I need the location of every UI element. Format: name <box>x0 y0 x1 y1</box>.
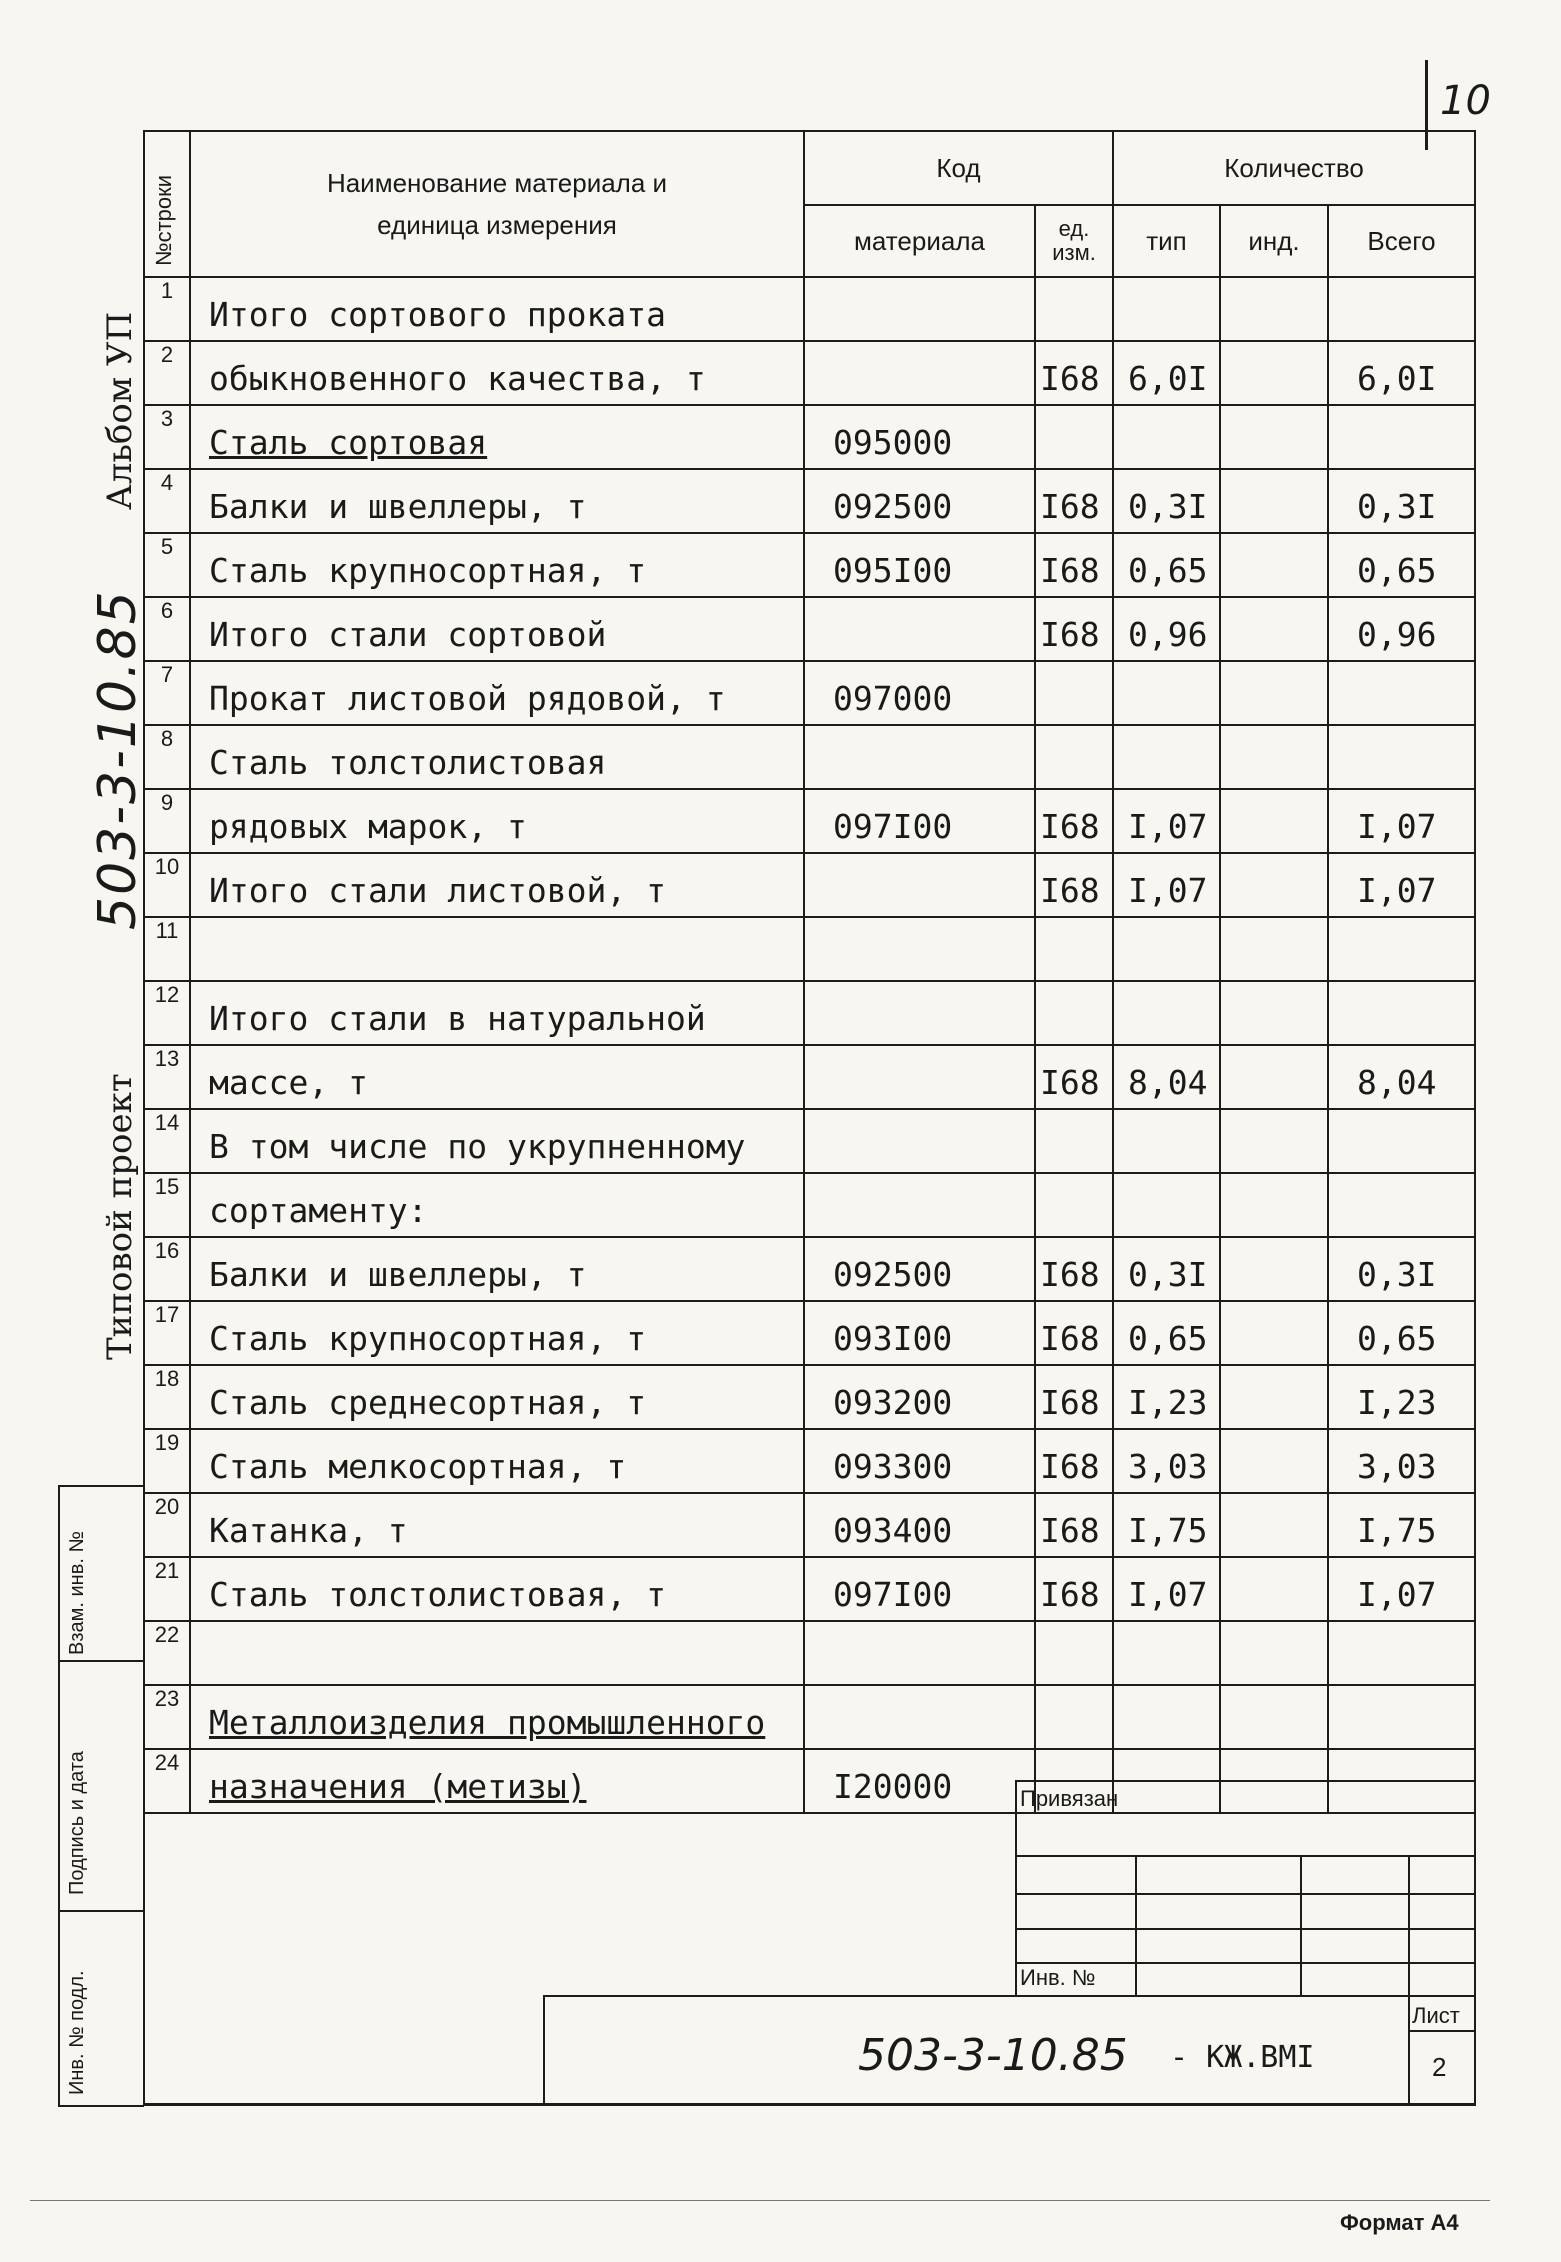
qty-ind <box>1220 1237 1328 1301</box>
bound-label: Привязан <box>1020 1786 1119 1811</box>
qty-ind <box>1220 1621 1328 1685</box>
qty-total-header: Всего <box>1328 205 1475 277</box>
material-code <box>804 1045 1035 1109</box>
qty-type <box>1113 917 1220 981</box>
qty-ind <box>1220 533 1328 597</box>
row-number: 3 <box>144 405 190 469</box>
material-name: Сталь среднесортная, т <box>190 1365 804 1429</box>
qty-type: 0,3I <box>1113 469 1220 533</box>
table-row <box>144 341 1475 405</box>
row-number: 24 <box>144 1749 190 1813</box>
row-number: 21 <box>144 1557 190 1621</box>
stamp-outer-line <box>58 1485 60 2105</box>
bottom-frame-line <box>143 2103 1476 2106</box>
unit-code <box>1035 725 1113 789</box>
qty-ind <box>1220 405 1328 469</box>
row-number: 7 <box>144 661 190 725</box>
unit-code: I68 <box>1035 469 1113 533</box>
material-code: 092500 <box>804 469 1035 533</box>
qty-type: 6,0I <box>1113 341 1220 405</box>
qty-total <box>1328 405 1475 469</box>
unit-code <box>1035 277 1113 341</box>
qty-type: I,07 <box>1113 1557 1220 1621</box>
unit-code: I68 <box>1035 597 1113 661</box>
qty-type <box>1113 661 1220 725</box>
qty-ind <box>1220 1557 1328 1621</box>
table-row <box>144 981 1475 1045</box>
sheet-label: Лист <box>1412 2003 1460 2028</box>
tb-line-4 <box>1015 1928 1475 1930</box>
table-row <box>144 1173 1475 1237</box>
qty-ind <box>1220 789 1328 853</box>
qty-total: I,07 <box>1328 853 1475 917</box>
name-header: Наименование материала и единица измерения <box>190 131 804 277</box>
sheet-divider <box>1408 2030 1475 2032</box>
material-name: назначения (метизы) <box>190 1749 804 1813</box>
qty-type: I,07 <box>1113 789 1220 853</box>
qty-ind <box>1220 597 1328 661</box>
code-header: Код <box>804 131 1113 205</box>
material-code <box>804 725 1035 789</box>
unit-code: I68 <box>1035 1493 1113 1557</box>
material-code: 095I00 <box>804 533 1035 597</box>
material-name: обыкновенного качества, т <box>190 341 804 405</box>
tb-line-main <box>543 1995 1475 1997</box>
qty-ind <box>1220 725 1328 789</box>
qty-type: 0,65 <box>1113 533 1220 597</box>
material-name <box>190 1621 804 1685</box>
qty-type-header: тип <box>1113 205 1220 277</box>
material-name: Прокат листовой рядовой, т <box>190 661 804 725</box>
unit-code: I68 <box>1035 341 1113 405</box>
table-row <box>144 1493 1475 1557</box>
material-name: сортаменту: <box>190 1173 804 1237</box>
qty-type <box>1113 1173 1220 1237</box>
row-number: 22 <box>144 1621 190 1685</box>
qty-type: I,07 <box>1113 853 1220 917</box>
unit-code <box>1035 917 1113 981</box>
qty-type <box>1113 981 1220 1045</box>
code-material-header: материала <box>804 205 1035 277</box>
table-row <box>144 1237 1475 1301</box>
material-name: Сталь крупносортная, т <box>190 1301 804 1365</box>
album-label: Альбом УП <box>100 311 140 510</box>
inv-label: Инв. № <box>1020 1965 1096 1990</box>
qty-type: 8,04 <box>1113 1045 1220 1109</box>
material-code <box>804 1173 1035 1237</box>
qty-type: 0,96 <box>1113 597 1220 661</box>
material-code <box>804 917 1035 981</box>
row-number: 5 <box>144 533 190 597</box>
qty-total <box>1328 917 1475 981</box>
table-row <box>144 405 1475 469</box>
qty-ind-header: инд. <box>1220 205 1328 277</box>
material-name: Итого сортового проката <box>190 277 804 341</box>
row-number: 12 <box>144 981 190 1045</box>
qty-total: 0,65 <box>1328 1301 1475 1365</box>
unit-code: I68 <box>1035 853 1113 917</box>
table-row <box>144 1045 1475 1109</box>
material-code <box>804 981 1035 1045</box>
row-number: 20 <box>144 1493 190 1557</box>
material-code: I20000 <box>804 1749 1035 1813</box>
qty-ind <box>1220 1365 1328 1429</box>
stamp-line-2 <box>58 1910 144 1912</box>
unit-code: I68 <box>1035 1365 1113 1429</box>
unit-code: I68 <box>1035 533 1113 597</box>
unit-code <box>1035 981 1113 1045</box>
table-row <box>144 1685 1475 1749</box>
stamp-top-line <box>58 1485 144 1487</box>
row-number: 16 <box>144 1237 190 1301</box>
original-inv-label: Инв. № подл. <box>66 1970 88 2095</box>
material-name: Итого стали листовой, т <box>190 853 804 917</box>
material-name: Итого стали сортовой <box>190 597 804 661</box>
material-name: В том числе по укрупненному <box>190 1109 804 1173</box>
unit-code <box>1035 1173 1113 1237</box>
material-name: Сталь толстолистовая, т <box>190 1557 804 1621</box>
row-number: 17 <box>144 1301 190 1365</box>
row-number: 6 <box>144 597 190 661</box>
material-code: 097I00 <box>804 1557 1035 1621</box>
material-name: рядовых марок, т <box>190 789 804 853</box>
material-name: Сталь толстолистовая <box>190 725 804 789</box>
material-name: Сталь сортовая <box>190 405 804 469</box>
unit-code <box>1035 405 1113 469</box>
unit-code <box>1035 1685 1113 1749</box>
qty-type <box>1113 1621 1220 1685</box>
table-row <box>144 1301 1475 1365</box>
qty-ind <box>1220 1109 1328 1173</box>
material-name: Сталь мелкосортная, т <box>190 1429 804 1493</box>
document-suffix: - КЖ.ВМI <box>1170 2040 1315 2075</box>
material-code <box>804 1109 1035 1173</box>
material-name <box>190 917 804 981</box>
signature-date-label: Подпись и дата <box>66 1751 88 1895</box>
unit-code: I68 <box>1035 1301 1113 1365</box>
table-row <box>144 469 1475 533</box>
qty-total <box>1328 1685 1475 1749</box>
table-row <box>144 277 1475 341</box>
material-table <box>143 130 1476 1814</box>
tb-line-3 <box>1015 1893 1475 1895</box>
qty-type: 3,03 <box>1113 1429 1220 1493</box>
material-name: Сталь крупносортная, т <box>190 533 804 597</box>
tb-line-5 <box>1015 1962 1475 1964</box>
material-code: 093300 <box>804 1429 1035 1493</box>
qty-type <box>1113 1109 1220 1173</box>
qty-total <box>1328 981 1475 1045</box>
material-code: 095000 <box>804 405 1035 469</box>
qty-type <box>1113 277 1220 341</box>
qty-ind <box>1220 341 1328 405</box>
row-number: 1 <box>144 277 190 341</box>
row-number: 11 <box>144 917 190 981</box>
qty-ind <box>1220 469 1328 533</box>
material-code: 093I00 <box>804 1301 1035 1365</box>
qty-ind <box>1220 1493 1328 1557</box>
qty-ind <box>1220 661 1328 725</box>
code-unit-header: ед. изм. <box>1035 205 1113 277</box>
qty-total: 0,3I <box>1328 1237 1475 1301</box>
table-row <box>144 597 1475 661</box>
row-number: 13 <box>144 1045 190 1109</box>
row-number: 9 <box>144 789 190 853</box>
material-name: Металлоизделия промышленного <box>190 1685 804 1749</box>
tb-col-2 <box>1300 1855 1302 1995</box>
qty-type: I,75 <box>1113 1493 1220 1557</box>
document-code: 503-3-10.85 <box>858 2030 1128 2081</box>
qty-type: I,23 <box>1113 1365 1220 1429</box>
qty-total: I,75 <box>1328 1493 1475 1557</box>
qty-total <box>1328 725 1475 789</box>
qty-ind <box>1220 1173 1328 1237</box>
qty-total: I,07 <box>1328 789 1475 853</box>
material-code <box>804 1685 1035 1749</box>
material-name: Балки и швеллеры, т <box>190 1237 804 1301</box>
row-number: 8 <box>144 725 190 789</box>
material-code: 093400 <box>804 1493 1035 1557</box>
tb-col-1 <box>1135 1855 1137 1995</box>
unit-code <box>1035 1109 1113 1173</box>
qty-type: 0,3I <box>1113 1237 1220 1301</box>
material-code <box>804 277 1035 341</box>
qty-total: I,07 <box>1328 1557 1475 1621</box>
material-code <box>804 597 1035 661</box>
qty-total: 8,04 <box>1328 1045 1475 1109</box>
qty-ind <box>1220 277 1328 341</box>
qty-total <box>1328 1109 1475 1173</box>
page-number: 10 <box>1440 78 1491 124</box>
row-number: 4 <box>144 469 190 533</box>
row-number: 19 <box>144 1429 190 1493</box>
tb-line-2 <box>1015 1855 1475 1857</box>
row-number: 23 <box>144 1685 190 1749</box>
qty-ind <box>1220 1301 1328 1365</box>
qty-type <box>1113 405 1220 469</box>
qty-type <box>1113 725 1220 789</box>
row-number-header: №строки <box>144 131 190 277</box>
unit-code: I68 <box>1035 1429 1113 1493</box>
unit-code: I68 <box>1035 789 1113 853</box>
table-row <box>144 1621 1475 1685</box>
qty-ind <box>1220 981 1328 1045</box>
material-name: Катанка, т <box>190 1493 804 1557</box>
table-row <box>144 1109 1475 1173</box>
unit-code: I68 <box>1035 1045 1113 1109</box>
qty-total: 0,65 <box>1328 533 1475 597</box>
qty-ind <box>1220 853 1328 917</box>
qty-type: 0,65 <box>1113 1301 1220 1365</box>
table-row <box>144 853 1475 917</box>
material-name: Итого стали в натуральной <box>190 981 804 1045</box>
qty-total: 3,03 <box>1328 1429 1475 1493</box>
row-number: 2 <box>144 341 190 405</box>
tb-line-top <box>1015 1780 1475 1782</box>
material-code <box>804 341 1035 405</box>
qty-total: 0,3I <box>1328 469 1475 533</box>
qty-total: 0,96 <box>1328 597 1475 661</box>
qty-type <box>1113 1685 1220 1749</box>
unit-code <box>1035 661 1113 725</box>
table-row <box>144 789 1475 853</box>
row-number: 14 <box>144 1109 190 1173</box>
table-row <box>144 533 1475 597</box>
unit-code: I68 <box>1035 1557 1113 1621</box>
qty-total <box>1328 1621 1475 1685</box>
material-code: 092500 <box>804 1237 1035 1301</box>
qty-total <box>1328 661 1475 725</box>
table-row <box>144 1557 1475 1621</box>
table-row <box>144 917 1475 981</box>
qty-ind <box>1220 1429 1328 1493</box>
stamp-bottom-line <box>58 2105 144 2107</box>
material-code: 093200 <box>804 1365 1035 1429</box>
qty-ind <box>1220 917 1328 981</box>
row-number: 15 <box>144 1173 190 1237</box>
qty-total <box>1328 1173 1475 1237</box>
qty-total: I,23 <box>1328 1365 1475 1429</box>
qty-ind <box>1220 1685 1328 1749</box>
qty-total <box>1328 277 1475 341</box>
unit-code <box>1035 1621 1113 1685</box>
tb-col-3 <box>1408 1855 1410 2105</box>
unit-code: I68 <box>1035 1237 1113 1301</box>
table-row <box>144 725 1475 789</box>
material-code: 097000 <box>804 661 1035 725</box>
format-label: Формат А4 <box>1340 2210 1459 2235</box>
replace-inv-label: Взам. инв. № <box>66 1531 88 1655</box>
material-code <box>804 1621 1035 1685</box>
material-code: 097I00 <box>804 789 1035 853</box>
project-type-label: Типовой проект <box>100 1073 140 1360</box>
material-name: Балки и швеллеры, т <box>190 469 804 533</box>
table-row <box>144 661 1475 725</box>
side-project-code: 503-3-10.85 <box>88 589 148 930</box>
sheet-number: 2 <box>1432 2052 1447 2082</box>
row-number: 18 <box>144 1365 190 1429</box>
row-number: 10 <box>144 853 190 917</box>
stamp-line-1 <box>58 1660 144 1662</box>
qty-total: 6,0I <box>1328 341 1475 405</box>
table-row <box>144 1365 1475 1429</box>
table-row <box>144 1429 1475 1493</box>
quantity-header: Количество <box>1113 131 1475 205</box>
tb-main-left <box>543 1995 545 2105</box>
material-name: массе, т <box>190 1045 804 1109</box>
bottom-cut-line <box>30 2200 1490 2201</box>
qty-ind <box>1220 1045 1328 1109</box>
material-code <box>804 853 1035 917</box>
